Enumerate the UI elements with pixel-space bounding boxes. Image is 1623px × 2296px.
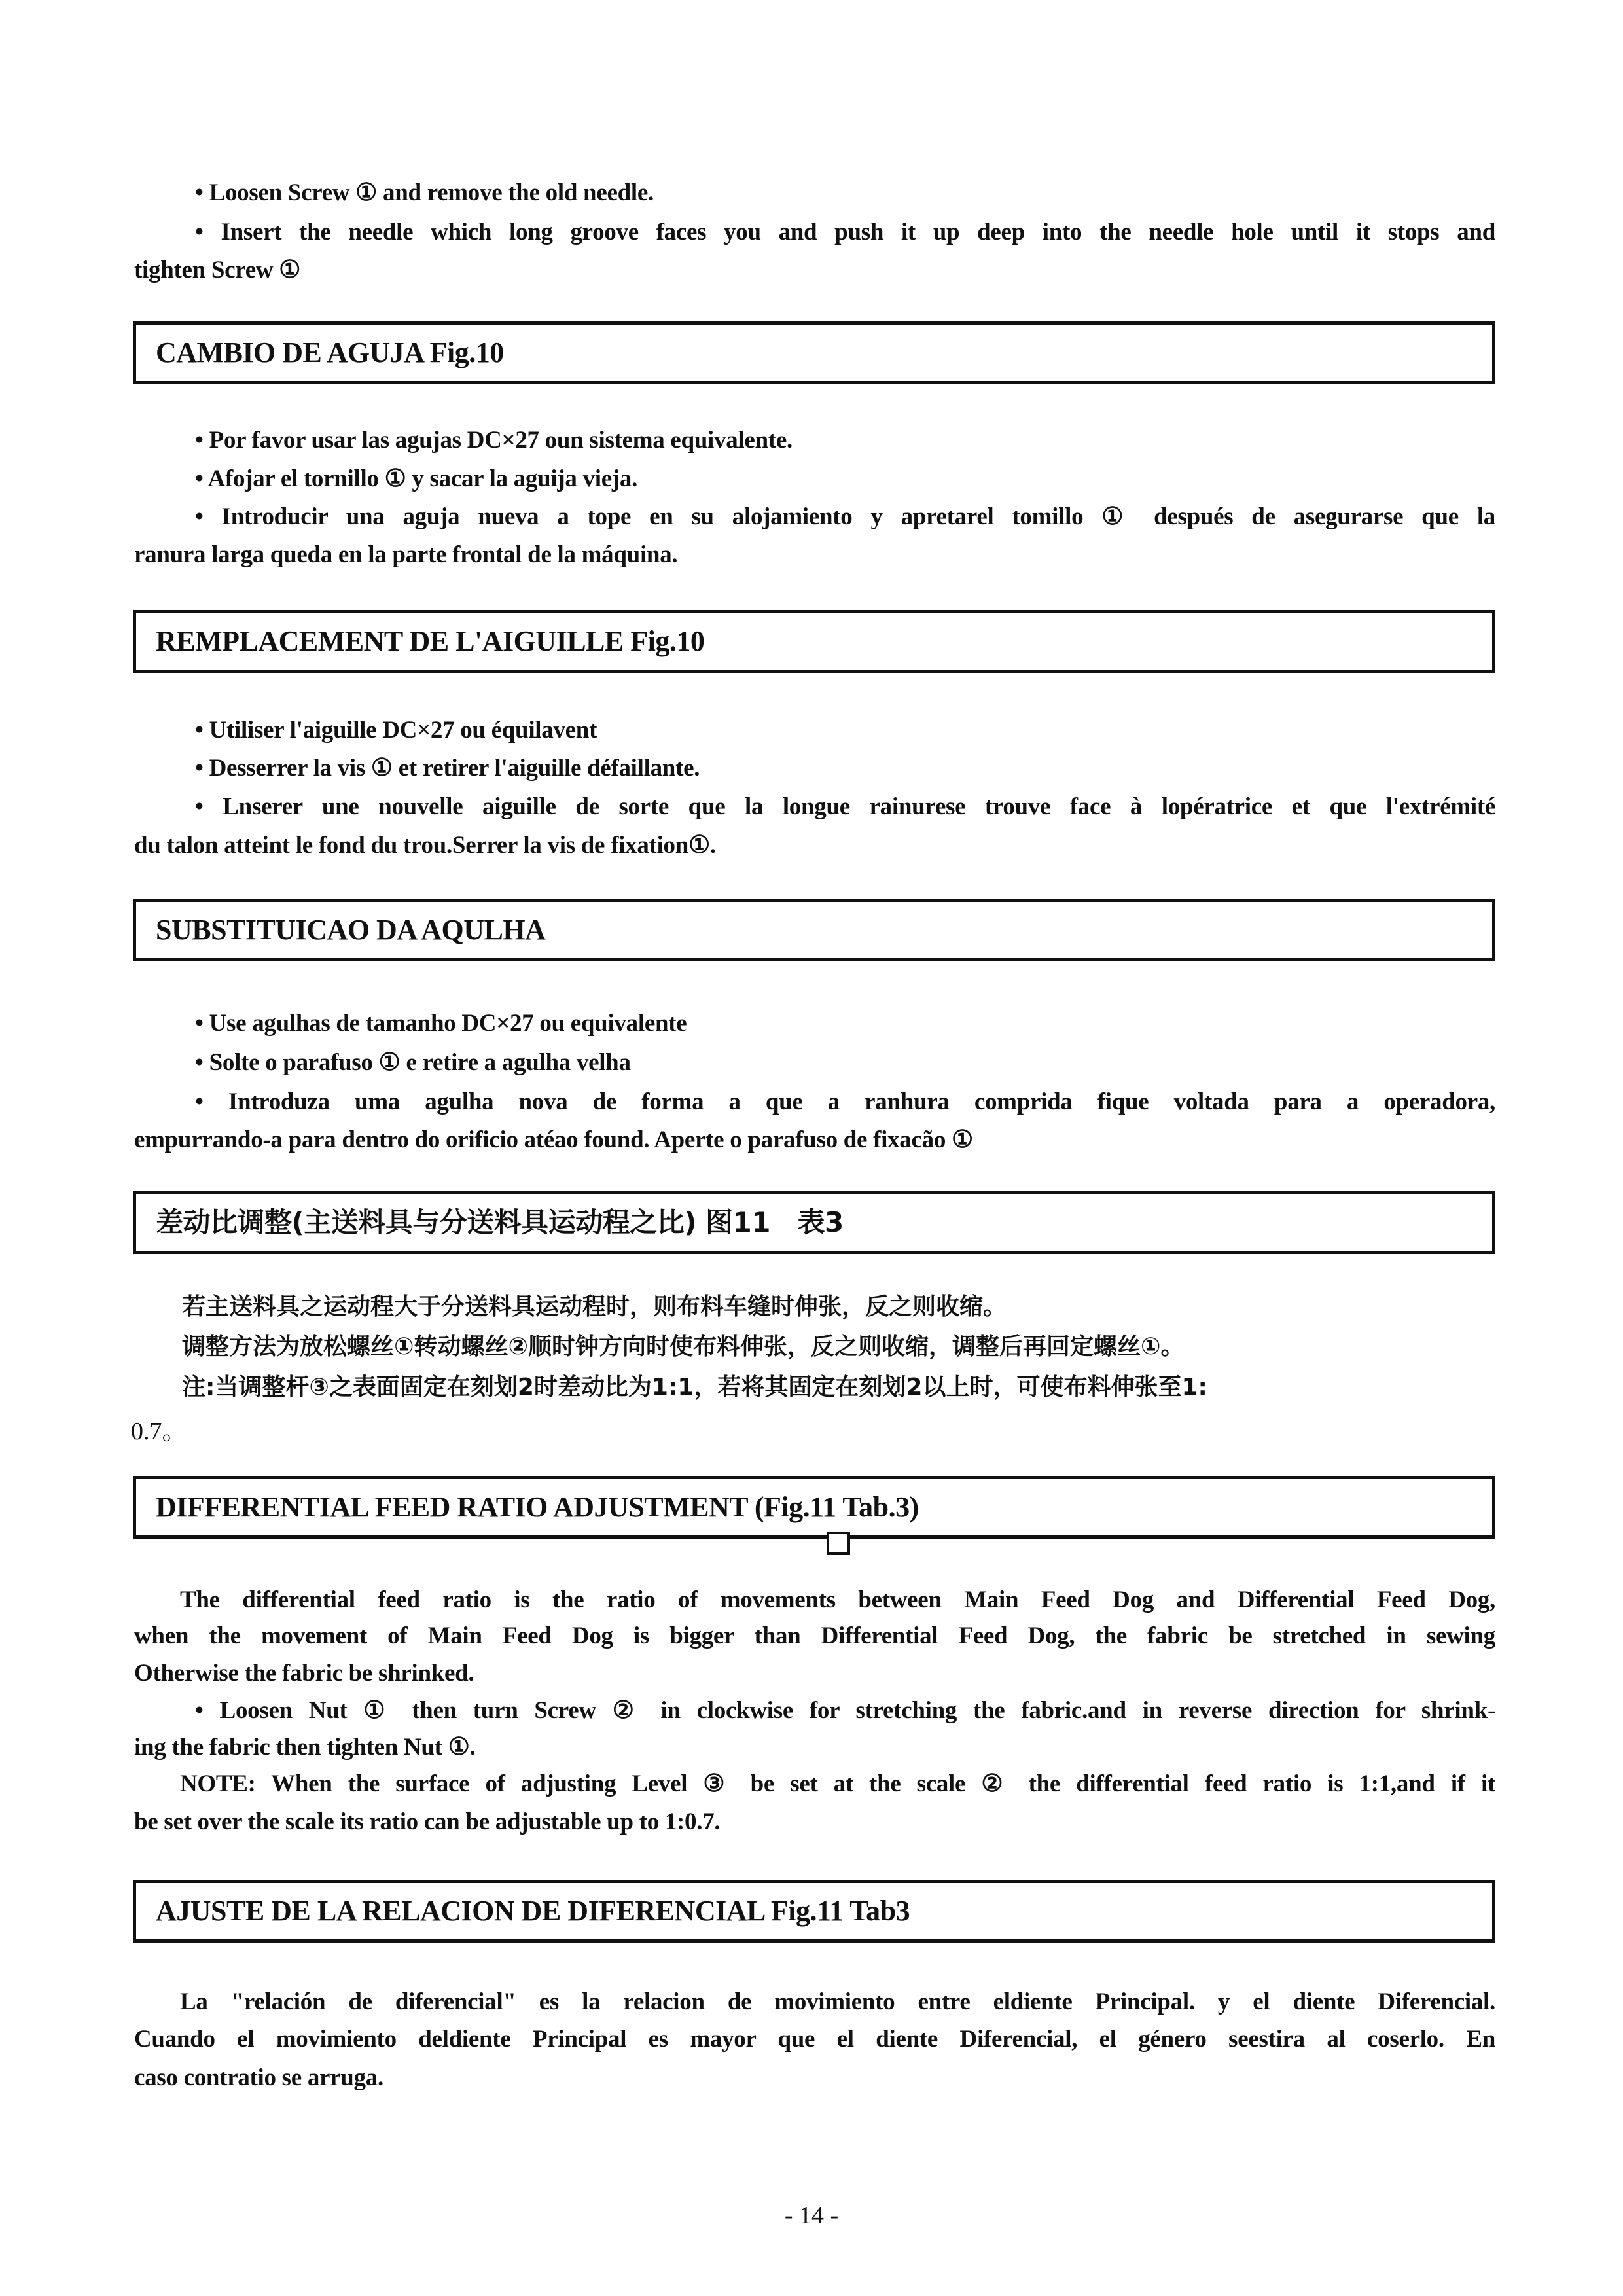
- needle-fr-line-4: du talon atteint le fond du trou.Serrer la vis de fixation①.: [134, 832, 716, 859]
- differential-en-line-4: • Loosen Nut ① then turn Screw ② in clockwise for stretching the fabric.and in reverse direction for shrink-: [195, 1697, 1495, 1724]
- page-number: - 14 -: [784, 2202, 839, 2229]
- needle-pt-line-2: • Solte o parafuso ① e retire a agulha velha: [195, 1049, 631, 1076]
- differential-en-line-6: NOTE: When the surface of adjusting Level ③ be set at the scale ② the differential feed ratio is 1:1,and if it: [180, 1770, 1495, 1797]
- needle-es-line-1: • Por favor usar las agujas DC×27 oun sistema equivalente.: [195, 427, 793, 454]
- needle-pt-line-3: • Introduza uma agulha nova de forma a que a ranhura comprida fique voltada para a operadora,: [195, 1088, 1495, 1115]
- differential-zh-line-4: 0.7。: [131, 1418, 187, 1445]
- section-heading-box: [133, 321, 1495, 384]
- needle-en-line-2: • Insert the needle which long groove faces you and push it up deep into the needle hole until it stops and: [195, 219, 1495, 245]
- needle-en-line-3: tighten Screw ①: [134, 257, 301, 283]
- needle-fr-line-2: • Desserrer la vis ① et retirer l'aiguille défaillante.: [195, 755, 700, 781]
- box-marker-square: [827, 1532, 850, 1555]
- section-heading-box: [133, 1191, 1495, 1254]
- needle-en-line-1: • Loosen Screw ① and remove the old needle.: [195, 179, 654, 206]
- needle-es-line-2: • Afojar el tornillo ① y sacar la aguija vieja.: [195, 465, 638, 492]
- needle-es-line-3: • Introducir una aguja nueva a tope en su alojamiento y apretarel tomillo ① después de asegurarse que la: [195, 503, 1495, 530]
- differential-en-line-7: be set over the scale its ratio can be adjustable up to 1:0.7.: [134, 1808, 721, 1835]
- section-heading-box: [133, 899, 1495, 961]
- needle-pt-line-4: empurrando-a para dentro do orificio atéao found. Aperte o parafuso de fixacão ①: [134, 1126, 973, 1153]
- differential-en-line-5: ing the fabric then tighten Nut ①.: [134, 1734, 476, 1761]
- differential-zh-line-2: 调整方法为放松螺丝①转动螺丝②顺时钟方向时使布料伸张，反之则收缩，调整后再回定螺丝①。: [182, 1333, 1185, 1360]
- differential-es-line-2: Cuando el movimiento deldiente Principal es mayor que el diente Diferencial, el género seestira al coserlo. En: [134, 2026, 1495, 2053]
- needle-fr-line-1: • Utiliser l'aiguille DC×27 ou équilavent: [195, 717, 597, 744]
- differential-en-line-2: when the movement of Main Feed Dog is bigger than Differential Feed Dog, the fabric be stretched in sewing: [134, 1623, 1495, 1649]
- differential-es-line-1: La "relación de diferencial" es la relacion de movimiento entre eldiente Principal. y el diente Diferencial.: [180, 1988, 1495, 2015]
- section-heading-box: [133, 610, 1495, 673]
- needle-es-line-4: ranura larga queda en la parte frontal de la máquina.: [134, 541, 678, 568]
- differential-zh-line-1: 若主送料具之运动程大于分送料具运动程时，则布料车缝时伸张，反之则收缩。: [182, 1293, 1007, 1320]
- section-heading: AJUSTE DE LA RELACION DE DIFERENCIAL Fig.11 Tab3: [156, 1895, 910, 1927]
- section-heading: SUBSTITUICAO DA AQULHA: [156, 914, 546, 946]
- needle-fr-line-3: • Lnserer une nouvelle aiguille de sorte que la longue rainurese trouve face à lopératrice et que l'extrémité: [195, 793, 1495, 820]
- differential-zh-line-3: 注:当调整杆③之表面固定在刻划2时差动比为1:1，若将其固定在刻划2以上时，可使布料伸张至1:: [182, 1374, 1207, 1401]
- section-heading: REMPLACEMENT DE L'AIGUILLE Fig.10: [156, 625, 705, 657]
- section-heading: 差动比调整(主送料具与分送料具运动程之比) 图11 表3: [156, 1206, 844, 1238]
- needle-pt-line-1: • Use agulhas de tamanho DC×27 ou equivalente: [195, 1010, 687, 1037]
- section-heading-box: [133, 1476, 1495, 1539]
- section-heading: DIFFERENTIAL FEED RATIO ADJUSTMENT (Fig.11 Tab.3): [156, 1491, 919, 1523]
- differential-en-line-1: The differential feed ratio is the ratio of movements between Main Feed Dog and Differential Feed Dog,: [180, 1587, 1495, 1613]
- differential-es-line-3: caso contratio se arruga.: [134, 2064, 383, 2091]
- section-heading: CAMBIO DE AGUJA Fig.10: [156, 336, 504, 368]
- differential-en-line-3: Otherwise the fabric be shrinked.: [134, 1660, 474, 1687]
- section-heading-box: [133, 1880, 1495, 1943]
